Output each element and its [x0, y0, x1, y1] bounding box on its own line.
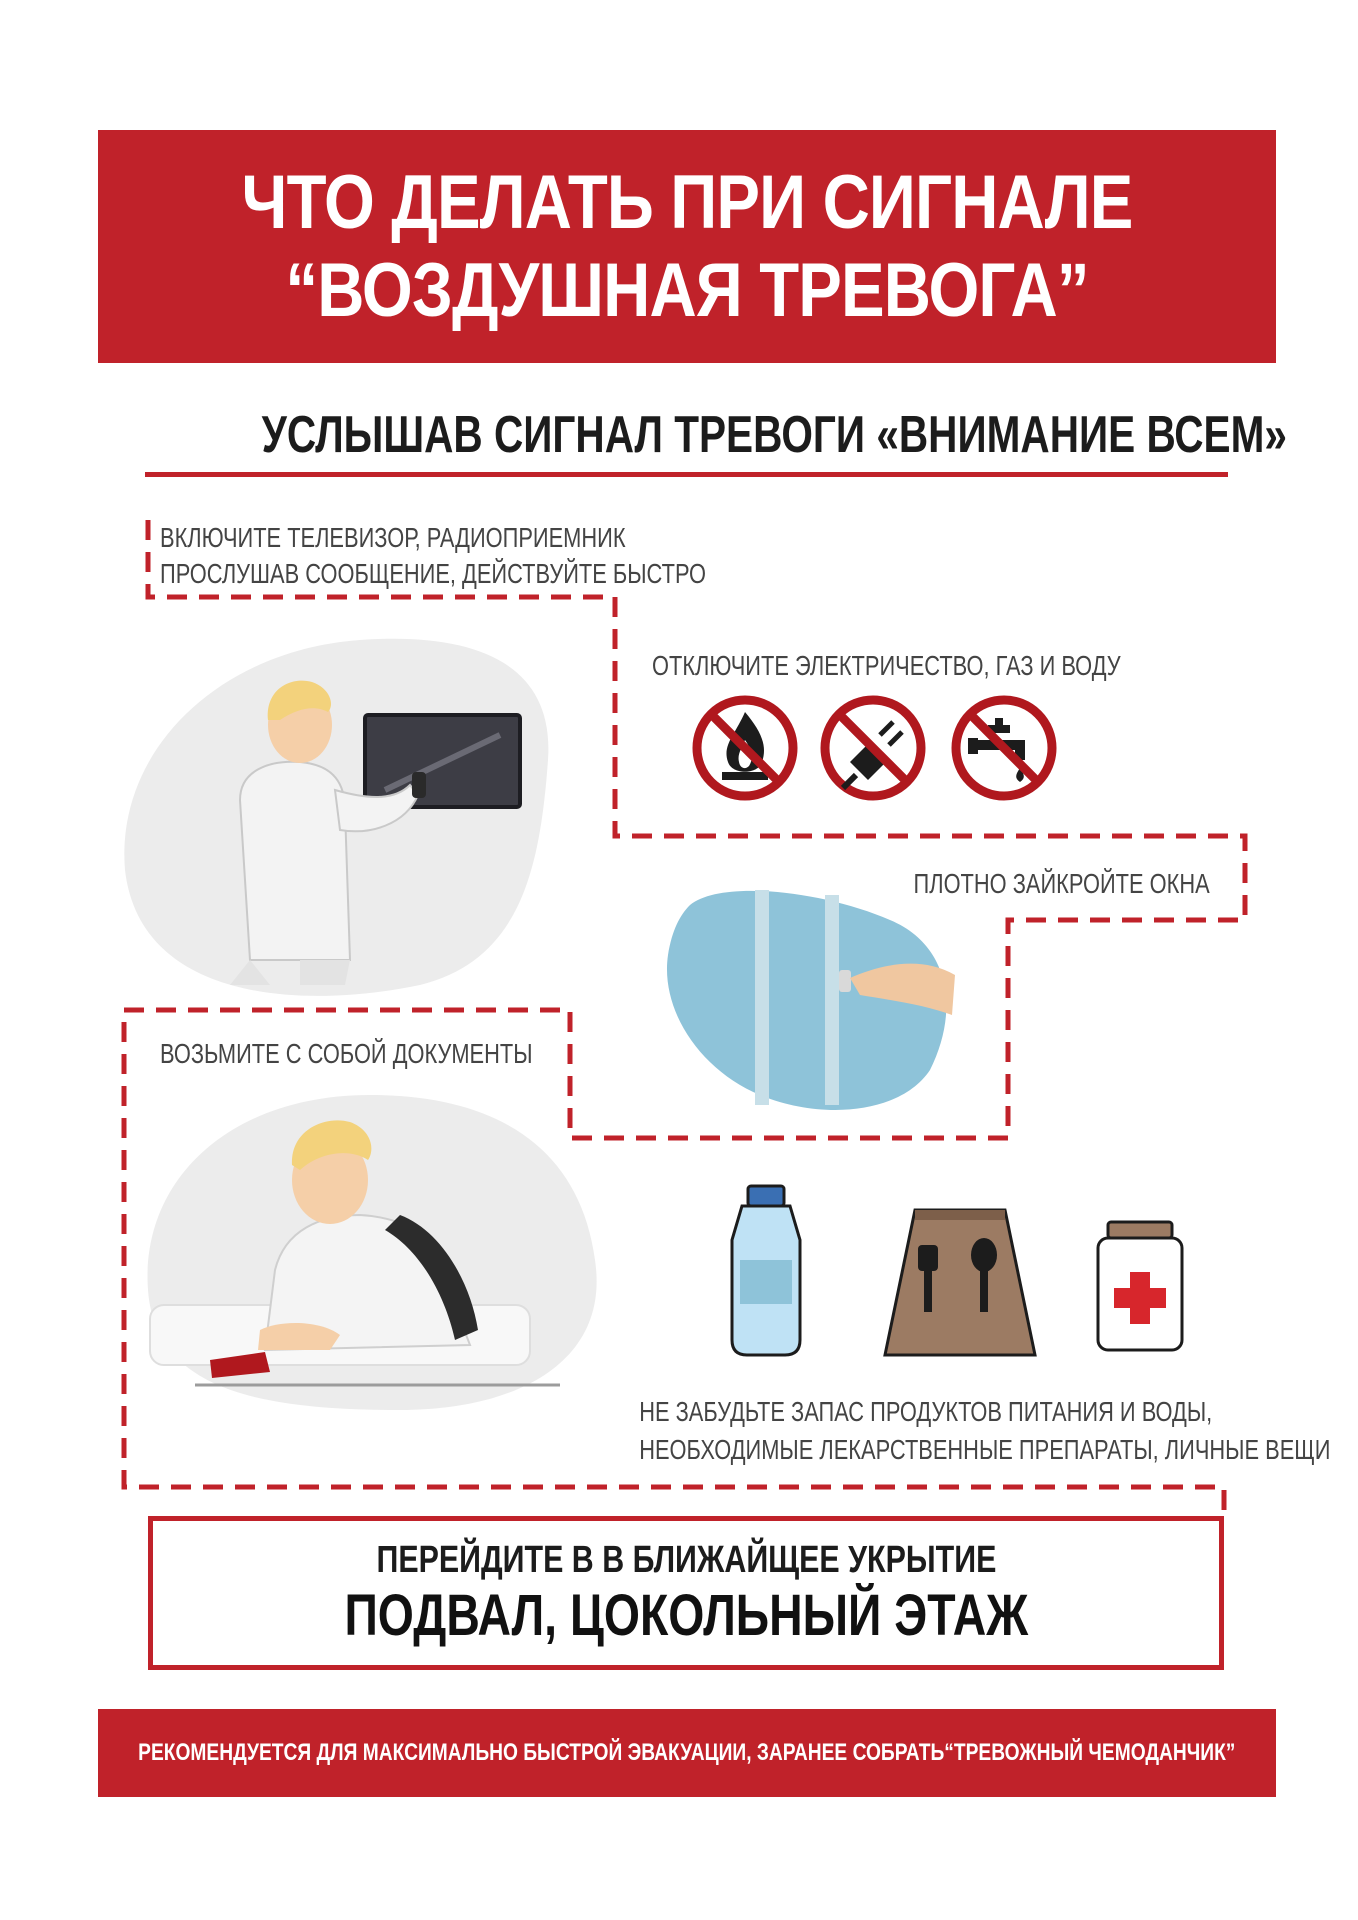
shelter-instruction-line-1: ПЕРЕЙДИТЕ В В БЛИЖАЙЩЕЕ УКРЫТИЕ [376, 1539, 996, 1581]
shelter-instruction-box [148, 1516, 1224, 1670]
title-line-1: ЧТО ДЕЛАТЬ ПРИ СИГНАЛЕ [241, 159, 1133, 245]
footer-text: РЕКОМЕНДУЕТСЯ ДЛЯ МАКСИМАЛЬНО БЫСТРОЙ ЭВАКУАЦИИ, ЗАРАНЕЕ СОБРАТЬ“ТРЕВОЖНЫЙ ЧЕМОДАНЧИК” [138, 1739, 1236, 1766]
step-windows-text: ПЛОТНО ЗАЙКРОЙТЕ ОКНА [913, 868, 1210, 899]
documents-illustration [148, 1095, 597, 1410]
subtitle: УСЛЫШАВ СИГНАЛ ТРЕВОГИ «ВНИМАНИЕ ВСЕМ» [261, 406, 1287, 464]
medicine-jar-icon [1098, 1222, 1182, 1350]
title-line-2: “ВОЗДУШНАЯ ТРЕВОГА” [285, 247, 1089, 333]
no-gas-icon [697, 700, 793, 796]
no-electricity-icon [825, 700, 921, 796]
footer-banner [98, 1709, 1276, 1797]
shelter-instruction-line-2: ПОДВАЛ, ЦОКОЛЬНЫЙ ЭТАЖ [344, 1583, 1028, 1648]
window-illustration [667, 890, 955, 1110]
step-utilities-text: ОТКЛЮЧИТЕ ЭЛЕКТРИЧЕСТВО, ГАЗ И ВОДУ [652, 650, 1121, 681]
food-bag-icon [885, 1210, 1035, 1355]
step-tv-text-line-1: ВКЛЮЧИТЕ ТЕЛЕВИЗОР, РАДИОПРИЕМНИК [160, 522, 626, 553]
step-supplies-text-line-2: НЕОБХОДИМЫЕ ЛЕКАРСТВЕННЫЕ ПРЕПАРАТЫ, ЛИЧНЫЕ ВЕЩИ [639, 1434, 1331, 1465]
tv-illustration [124, 639, 548, 996]
step-supplies-text-line-1: НЕ ЗАБУДЬТЕ ЗАПАС ПРОДУКТОВ ПИТАНИЯ И ВОДЫ, [639, 1396, 1213, 1427]
no-water-icon [956, 700, 1052, 796]
step-tv-text-line-2: ПРОСЛУШАВ СООБЩЕНИЕ, ДЕЙСТВУЙТЕ БЫСТРО [160, 558, 707, 589]
water-bottle-icon [732, 1186, 800, 1355]
step-documents-text: ВОЗЬМИТЕ С СОБОЙ ДОКУМЕНТЫ [160, 1038, 533, 1069]
